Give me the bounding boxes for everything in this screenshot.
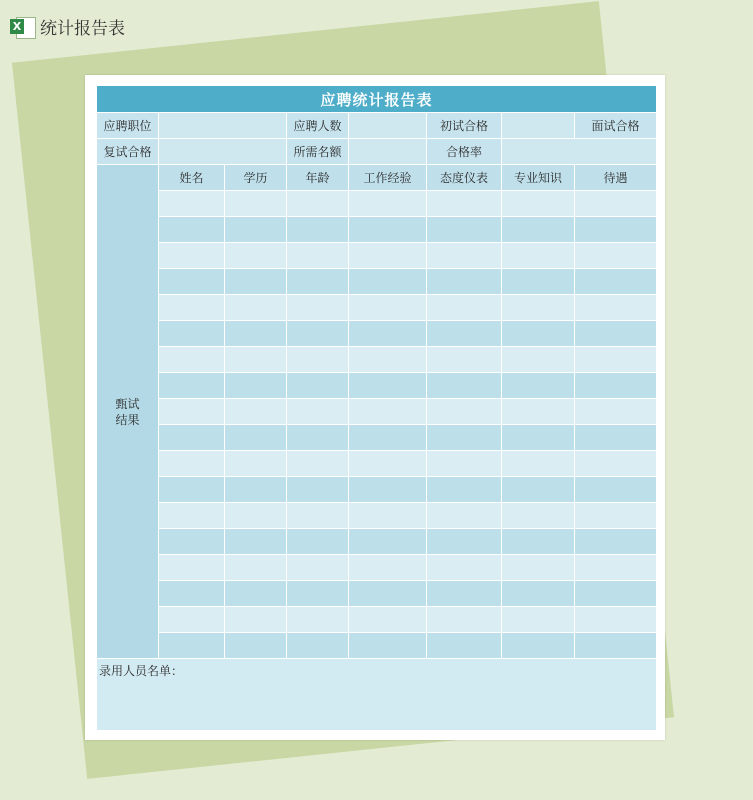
table-cell[interactable] — [427, 243, 502, 269]
table-cell[interactable] — [225, 373, 287, 399]
table-cell[interactable] — [575, 607, 657, 633]
side-label-line2: 结果 — [115, 412, 140, 427]
table-cell[interactable] — [287, 217, 349, 243]
table-row — [97, 451, 657, 477]
table-cell[interactable] — [287, 373, 349, 399]
table-cell[interactable] — [427, 425, 502, 451]
table-cell[interactable] — [225, 503, 287, 529]
table-cell[interactable] — [159, 607, 225, 633]
table-cell[interactable] — [159, 321, 225, 347]
table-cell[interactable] — [287, 399, 349, 425]
table-cell[interactable] — [575, 347, 657, 373]
table-cell[interactable] — [287, 607, 349, 633]
table-cell[interactable] — [349, 347, 427, 373]
table-cell[interactable] — [427, 191, 502, 217]
table-cell[interactable] — [287, 425, 349, 451]
table-cell[interactable] — [427, 529, 502, 555]
col-experience: 工作经验 — [349, 165, 427, 191]
table-cell[interactable] — [575, 581, 657, 607]
table-row — [97, 269, 657, 295]
table-cell[interactable] — [349, 295, 427, 321]
table-cell[interactable] — [575, 555, 657, 581]
col-attitude: 态度仪表 — [427, 165, 502, 191]
table-cell[interactable] — [575, 451, 657, 477]
table-row — [97, 633, 657, 659]
label-first-pass: 初试合格 — [427, 113, 502, 139]
table-cell[interactable] — [287, 269, 349, 295]
table-cell[interactable] — [349, 269, 427, 295]
value-recheck-pass[interactable] — [159, 139, 287, 165]
table-cell[interactable] — [502, 191, 575, 217]
table-row — [97, 503, 657, 529]
table-cell[interactable] — [349, 451, 427, 477]
app-title-bar — [10, 14, 125, 39]
label-recheck-pass: 复试合格 — [97, 139, 159, 165]
table-cell[interactable] — [225, 399, 287, 425]
col-name: 姓名 — [159, 165, 225, 191]
table-cell[interactable] — [427, 217, 502, 243]
label-required-quota: 所需名额 — [287, 139, 349, 165]
table-cell[interactable] — [225, 269, 287, 295]
label-interview-pass: 面试合格 — [575, 113, 657, 139]
table-cell[interactable] — [287, 529, 349, 555]
table-cell[interactable] — [287, 321, 349, 347]
table-cell[interactable] — [575, 503, 657, 529]
table-cell[interactable] — [427, 555, 502, 581]
table-cell[interactable] — [349, 243, 427, 269]
table-cell[interactable] — [159, 581, 225, 607]
table-row — [97, 555, 657, 581]
table-cell[interactable] — [427, 581, 502, 607]
table-cell[interactable] — [575, 217, 657, 243]
table-cell[interactable] — [349, 217, 427, 243]
excel-icon: X — [10, 16, 36, 38]
table-cell[interactable] — [502, 529, 575, 555]
table-cell[interactable] — [287, 191, 349, 217]
table-row — [97, 321, 657, 347]
table-cell[interactable] — [575, 373, 657, 399]
col-knowledge: 专业知识 — [502, 165, 575, 191]
table-cell[interactable] — [575, 477, 657, 503]
table-row — [97, 399, 657, 425]
col-salary: 待遇 — [575, 165, 657, 191]
table-cell[interactable] — [159, 373, 225, 399]
table-cell[interactable] — [159, 477, 225, 503]
table-cell[interactable] — [502, 399, 575, 425]
table-cell[interactable] — [349, 529, 427, 555]
label-pass-rate: 合格率 — [427, 139, 502, 165]
table-cell[interactable] — [575, 243, 657, 269]
table-cell[interactable] — [575, 269, 657, 295]
table-cell[interactable] — [159, 555, 225, 581]
table-cell[interactable] — [427, 503, 502, 529]
table-cell[interactable] — [287, 503, 349, 529]
table-cell[interactable] — [287, 581, 349, 607]
table-cell[interactable] — [225, 633, 287, 659]
table-row — [97, 373, 657, 399]
table-cell[interactable] — [159, 425, 225, 451]
table-cell[interactable] — [349, 373, 427, 399]
table-cell[interactable] — [427, 451, 502, 477]
table-cell[interactable] — [349, 191, 427, 217]
screening-result-label — [97, 165, 159, 659]
table-cell[interactable] — [427, 295, 502, 321]
value-position[interactable] — [159, 113, 287, 139]
table-cell[interactable] — [502, 451, 575, 477]
table-cell[interactable] — [225, 191, 287, 217]
table-cell[interactable] — [225, 243, 287, 269]
table-cell[interactable] — [502, 555, 575, 581]
table-cell[interactable] — [502, 425, 575, 451]
table-cell[interactable] — [225, 581, 287, 607]
table-cell[interactable] — [575, 321, 657, 347]
table-cell[interactable] — [159, 399, 225, 425]
form-sheet — [85, 75, 665, 740]
value-applicant-count[interactable] — [349, 113, 427, 139]
table-cell[interactable] — [349, 425, 427, 451]
side-label-line1: 甄试 — [115, 396, 140, 411]
table-cell[interactable] — [287, 451, 349, 477]
table-cell[interactable] — [225, 425, 287, 451]
table-cell[interactable] — [575, 633, 657, 659]
table-cell[interactable] — [287, 295, 349, 321]
table-cell[interactable] — [349, 607, 427, 633]
table-cell[interactable] — [502, 243, 575, 269]
table-cell[interactable] — [159, 451, 225, 477]
table-cell[interactable] — [502, 269, 575, 295]
table-cell[interactable] — [287, 555, 349, 581]
table-cell[interactable] — [349, 321, 427, 347]
table-cell[interactable] — [287, 347, 349, 373]
table-cell[interactable] — [427, 321, 502, 347]
table-cell[interactable] — [159, 243, 225, 269]
table-cell[interactable] — [225, 321, 287, 347]
table-cell[interactable] — [427, 373, 502, 399]
table-cell[interactable] — [159, 295, 225, 321]
table-row — [97, 607, 657, 633]
table-row — [97, 217, 657, 243]
table-cell[interactable] — [349, 581, 427, 607]
table-row — [97, 347, 657, 373]
report-table — [96, 85, 657, 731]
table-cell[interactable] — [575, 529, 657, 555]
table-row — [97, 477, 657, 503]
table-cell[interactable] — [502, 347, 575, 373]
table-row — [97, 425, 657, 451]
table-cell[interactable] — [225, 451, 287, 477]
table-cell[interactable] — [502, 477, 575, 503]
table-cell[interactable] — [427, 399, 502, 425]
table-cell[interactable] — [225, 555, 287, 581]
table-cell[interactable] — [349, 503, 427, 529]
table-cell[interactable] — [225, 529, 287, 555]
value-first-pass[interactable] — [502, 113, 575, 139]
label-position: 应聘职位 — [97, 113, 159, 139]
table-cell[interactable] — [575, 425, 657, 451]
table-cell[interactable] — [427, 477, 502, 503]
table-row — [97, 581, 657, 607]
table-cell[interactable] — [575, 295, 657, 321]
table-cell[interactable] — [427, 269, 502, 295]
table-cell[interactable] — [225, 295, 287, 321]
table-cell[interactable] — [159, 503, 225, 529]
table-row — [97, 191, 657, 217]
table-cell[interactable] — [427, 347, 502, 373]
table-row — [97, 295, 657, 321]
table-cell[interactable] — [349, 555, 427, 581]
table-cell[interactable] — [502, 321, 575, 347]
table-cell[interactable] — [502, 217, 575, 243]
col-age: 年龄 — [287, 165, 349, 191]
table-cell[interactable] — [159, 529, 225, 555]
table-cell[interactable] — [225, 607, 287, 633]
table-cell[interactable] — [287, 477, 349, 503]
label-applicant-count: 应聘人数 — [287, 113, 349, 139]
table-cell[interactable] — [502, 295, 575, 321]
table-cell[interactable] — [502, 607, 575, 633]
table-cell[interactable] — [502, 633, 575, 659]
table-cell[interactable] — [502, 503, 575, 529]
table-cell[interactable] — [225, 477, 287, 503]
table-row — [97, 243, 657, 269]
table-cell[interactable] — [502, 373, 575, 399]
table-row — [97, 529, 657, 555]
hired-list-label[interactable]: 录用人员名单： — [97, 659, 657, 731]
app-title: 统计报告表 — [40, 19, 125, 39]
table-cell[interactable] — [159, 191, 225, 217]
table-cell[interactable] — [427, 607, 502, 633]
table-cell[interactable] — [575, 399, 657, 425]
table-cell[interactable] — [225, 347, 287, 373]
table-cell[interactable] — [349, 399, 427, 425]
table-cell[interactable] — [427, 633, 502, 659]
table-cell[interactable] — [575, 191, 657, 217]
table-cell[interactable] — [159, 633, 225, 659]
value-required-quota[interactable] — [349, 139, 427, 165]
table-cell[interactable] — [159, 269, 225, 295]
table-cell[interactable] — [349, 633, 427, 659]
value-pass-rate[interactable] — [502, 139, 657, 165]
table-cell[interactable] — [159, 347, 225, 373]
table-cell[interactable] — [502, 581, 575, 607]
table-cell[interactable] — [287, 243, 349, 269]
col-education: 学历 — [225, 165, 287, 191]
table-cell[interactable] — [225, 217, 287, 243]
table-cell[interactable] — [159, 217, 225, 243]
form-title: 应聘统计报告表 — [97, 86, 657, 113]
table-cell[interactable] — [349, 477, 427, 503]
table-cell[interactable] — [287, 633, 349, 659]
